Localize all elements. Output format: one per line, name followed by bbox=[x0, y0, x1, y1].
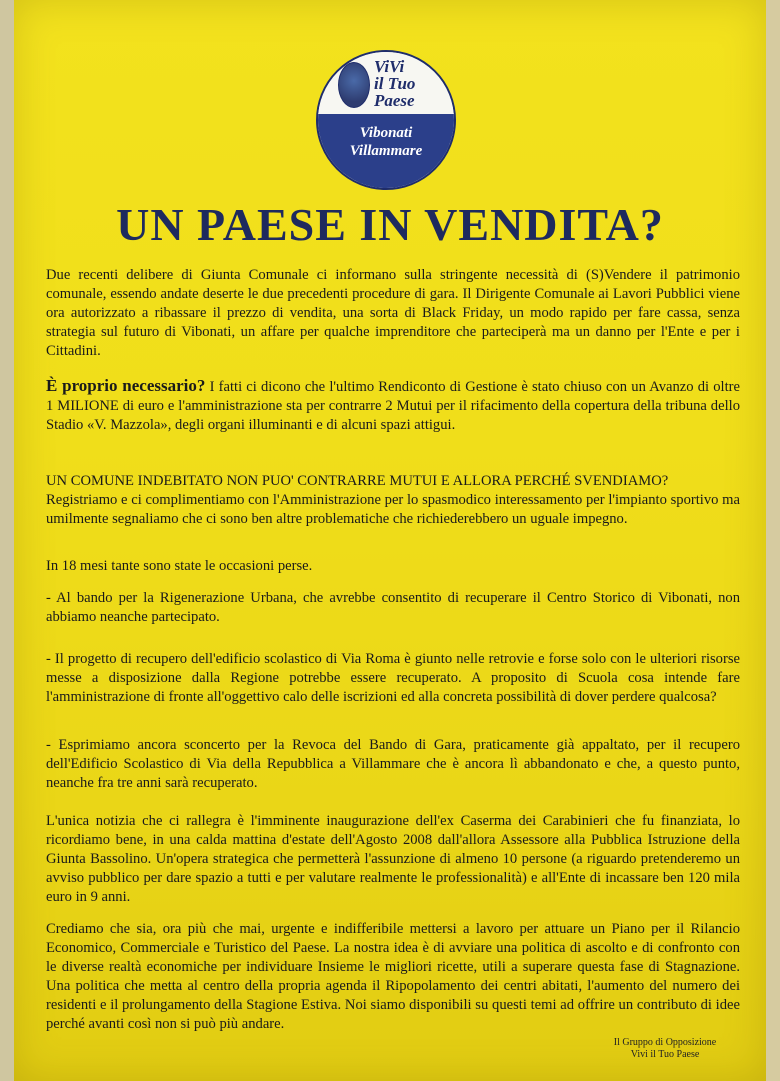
paragraph-body: Registriamo e ci complimentiamo con l'Amministrazione per lo spasmodico interessamento per l'impianto sportivo ma umilmente segnaliamo che ci sono ben altre problematiche che richiederebbero un uguale impegno. bbox=[46, 492, 740, 527]
list-item-school-villammare: - Esprimiamo ancora sconcerto per la Revoca del Bando di Gara, praticamente già appaltato, per il recupero dell'Edificio Scolastico di Via della Repubblica a Villammare che è ancora lì abbandonato e che, a questo punto, neanche fra tre anni sarà recuperato. bbox=[46, 737, 740, 791]
signature-block: Il Gruppo di Opposizione Vivi il Tuo Paese bbox=[613, 1037, 717, 1060]
logo-slogan: ViVi il Tuo Paese bbox=[374, 57, 416, 110]
paragraph-body: I fatti ci dicono che l'ultimo Rendiconto di Gestione è stato chiuso con un Avanzo di oltre 1 MILIONE di euro e l'amministrazione sta per contrarre 2 Mutui per il rifacimento della copertura della tribuna dello Stadio «V. Mazzola», degli organi illuminanti e di alcuni spazi attigui. bbox=[46, 379, 740, 433]
paragraph-necessity bbox=[46, 376, 740, 435]
page-title: UN PAESE IN VENDITA? bbox=[116, 199, 664, 250]
party-logo bbox=[316, 50, 456, 190]
paragraph-missed: In 18 mesi tante sono state le occasioni perse. bbox=[46, 558, 313, 574]
coastline-emblem-icon bbox=[338, 62, 370, 108]
paragraph-conclusion: Crediamo che sia, ora più che mai, urgente e indifferibile mettersi a lavoro per attuare un Piano per il Rilancio Economico, Commerciale e Turistico del Paese. La nostra idea è di avviare una politica di ascolto e di confronto con le diverse realtà economiche per individuare Insieme le migliori ricette, utili a superare questa fase di Stagnazione. Una politica che metta al centro della propria agenda il Ripopolamento dei centri abitati, l'aumento del numero dei residenti e il prolungamento della Stagione Estiva. Noi siamo disponibili su questi temi ad offrire un contributo di idee perché avanti così non si può più andare. bbox=[46, 921, 740, 1032]
paragraph-lead: È proprio necessario? bbox=[46, 376, 206, 395]
list-item-regeneration: - Al bando per la Rigenerazione Urbana, che avrebbe consentito di recuperare il Centro Storico di Vibonati, non abbiamo neanche partecipato. bbox=[46, 590, 740, 625]
paragraph-caserma: L'unica notizia che ci rallegra è l'imminente inaugurazione dell'ex Caserma dei Carabinieri che fu finanziata, lo ricordiamo bene, in una calda mattina d'estate dell'Agosto 2008 dall'allora Assessore alla Pubblica Istruzione della Giunta Bassolino. Un'opera strategica che permetterà l'assunzione di almeno 10 persone (a riguardo pretenderemo un avviso pubblico per dare spazio a tutti e per valutare realmente le professionalità) e all'Ente di incassare ben 120 mila euro in 9 anni. bbox=[46, 813, 740, 905]
paragraph-caps-heading: UN COMUNE INDEBITATO NON PUO' CONTRARRE MUTUI E ALLORA PERCHÉ SVENDIAMO? bbox=[46, 473, 669, 489]
paragraph-intro: Due recenti delibere di Giunta Comunale ci informano sulla stringente necessità di (S)Vendere il patrimonio comunale, essendo andate deserte le due precedenti procedure di gara. Il Dirigente Comunale ai Lavori Pubblici viene ora autorizzato a ribassare il prezzo di vendita, una sorta di Black Friday, un modo rapido per fare cassa, senza strategia sul futuro di Vibonati, un affare per qualche imprenditore che parteciperà ma un danno per l'Ente e per i Cittadini. bbox=[46, 267, 740, 359]
paragraph-debt bbox=[46, 472, 740, 529]
list-item-school-via-roma: - Il progetto di recupero dell'edificio scolastico di Via Roma è giunto nelle retrovie e forse solo con le ulteriori risorse messe a disposizione dalla Regione potrebbe essere recuperato. A proposito di Scuola cosa intende fare l'amministrazione di fronte all'oggettivo calo delle iscrizioni ed alla concreta possibilità di dover perdere qualcosa? bbox=[46, 651, 740, 705]
logo-town-names: Vibonati Villammare bbox=[349, 125, 423, 159]
wall-left-edge bbox=[0, 0, 14, 1081]
wall-right-edge bbox=[766, 0, 780, 1081]
